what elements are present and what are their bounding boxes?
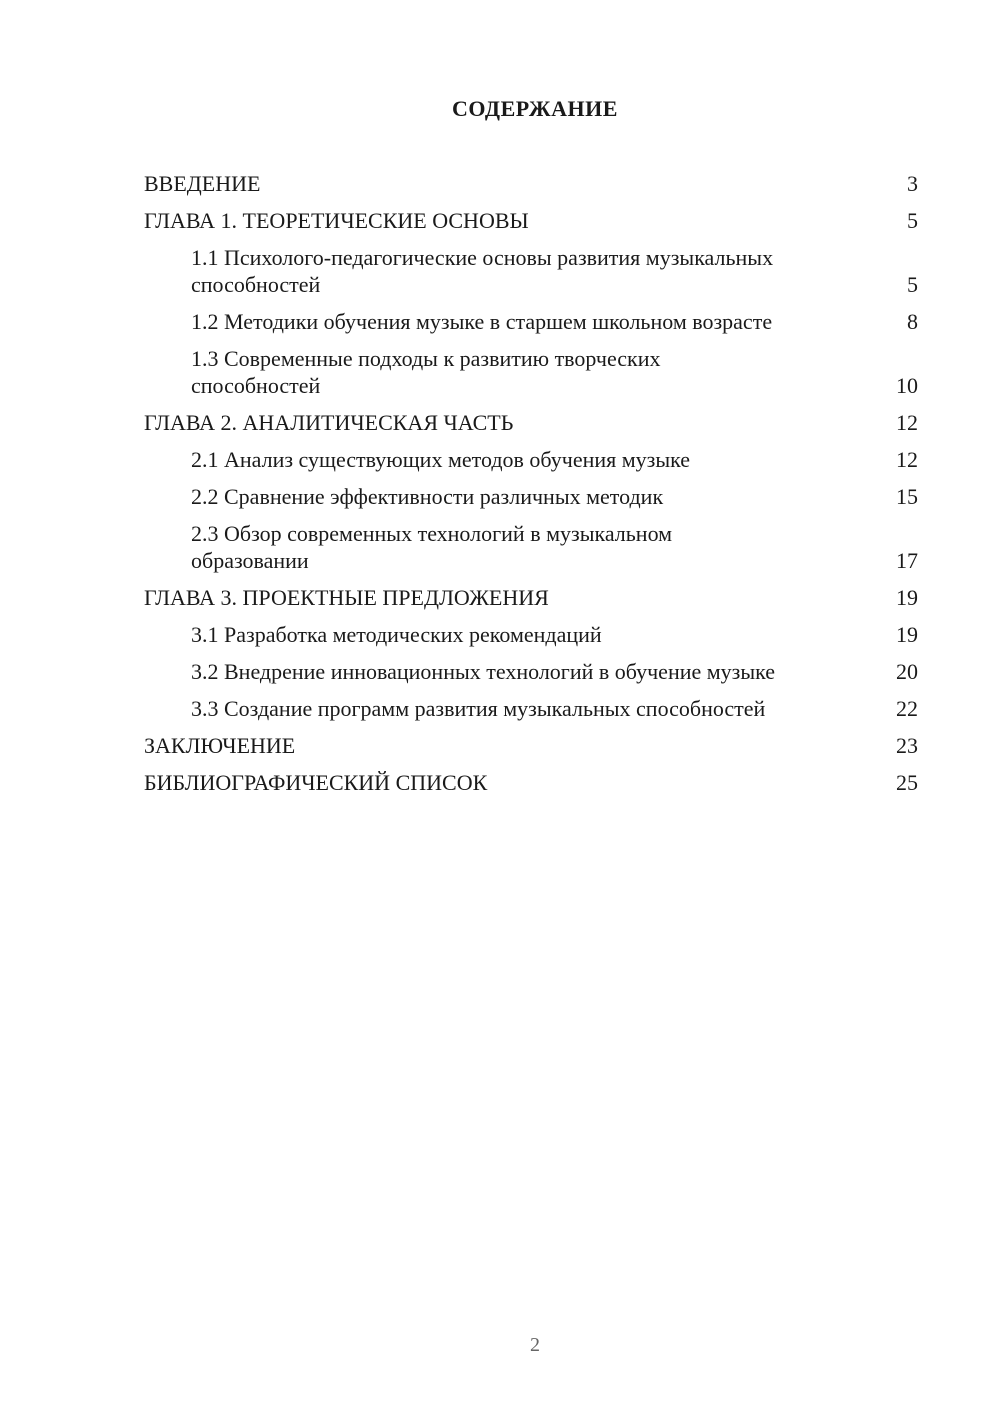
toc-entry-title: 2.1 Анализ существующих методов обучения музыке [191, 447, 691, 472]
toc-entry-section-2-1[interactable] [144, 446, 918, 473]
toc-entry-page: 19 [896, 585, 918, 610]
toc-entry-page: 3 [907, 171, 918, 196]
toc-entry-page: 22 [896, 696, 918, 721]
toc-entry-page: 20 [896, 659, 918, 684]
toc-entry-section-3-2[interactable] [144, 658, 918, 685]
toc-entry-page: 10 [896, 373, 918, 398]
toc-entry-title: БИБЛИОГРАФИЧЕСКИЙ СПИСОК [144, 770, 488, 795]
page-title: СОДЕРЖАНИЕ [452, 96, 618, 121]
toc-entry-page: 23 [896, 733, 918, 758]
toc-entry-title: 1.2 Методики обучения музыке в старшем школьном возрасте [191, 309, 773, 334]
toc-entry-section-1-1[interactable] [144, 244, 918, 298]
toc-entry-section-3-1[interactable] [144, 621, 918, 648]
toc-entry-title: 3.1 Разработка методических рекомендаций [191, 622, 602, 647]
toc-entry-title: 3.2 Внедрение инновационных технологий в обучение музыке [191, 659, 776, 684]
toc-entry-title: 3.3 Создание программ развития музыкальных способностей [191, 696, 766, 721]
page-number: 2 [530, 1334, 540, 1356]
toc-entry-page: 15 [896, 484, 918, 509]
table-of-contents [144, 170, 918, 806]
toc-entry-title: 2.3 Обзор современных технологий в музыкальном образовании [191, 521, 673, 573]
toc-entry-title: ГЛАВА 2. АНАЛИТИЧЕСКАЯ ЧАСТЬ [144, 410, 514, 435]
toc-entry-title: ГЛАВА 1. ТЕОРЕТИЧЕСКИЕ ОСНОВЫ [144, 208, 529, 233]
toc-entry-page: 5 [907, 272, 918, 297]
toc-entry-page: 25 [896, 770, 918, 795]
toc-entry-conclusion[interactable] [144, 732, 918, 759]
toc-entry-title: ВВЕДЕНИЕ [144, 171, 261, 196]
toc-entry-section-1-3[interactable] [144, 345, 918, 399]
toc-entry-section-2-2[interactable] [144, 483, 918, 510]
toc-entry-page: 17 [896, 548, 918, 573]
toc-entry-title: 2.2 Сравнение эффективности различных методик [191, 484, 664, 509]
toc-entry-page: 19 [896, 622, 918, 647]
toc-entry-chapter-3[interactable] [144, 584, 918, 611]
toc-entry-title: 1.3 Современные подходы к развитию творческих способностей [191, 346, 661, 398]
toc-entry-bibliography[interactable] [144, 769, 918, 796]
toc-entry-section-3-3[interactable] [144, 695, 918, 722]
toc-entry-title: ГЛАВА 3. ПРОЕКТНЫЕ ПРЕДЛОЖЕНИЯ [144, 585, 549, 610]
toc-entry-page: 12 [896, 447, 918, 472]
toc-entry-section-1-2[interactable] [144, 308, 918, 335]
toc-entry-title: 1.1 Психолого-педагогические основы развития музыкальных способностей [191, 245, 774, 297]
toc-entry-title: ЗАКЛЮЧЕНИЕ [144, 733, 296, 758]
toc-entry-page: 8 [907, 309, 918, 334]
toc-entry-chapter-2[interactable] [144, 409, 918, 436]
toc-entry-section-2-3[interactable] [144, 520, 918, 574]
toc-entry-introduction[interactable] [144, 170, 918, 197]
toc-entry-page: 5 [907, 208, 918, 233]
toc-entry-page: 12 [896, 410, 918, 435]
toc-entry-chapter-1[interactable] [144, 207, 918, 234]
